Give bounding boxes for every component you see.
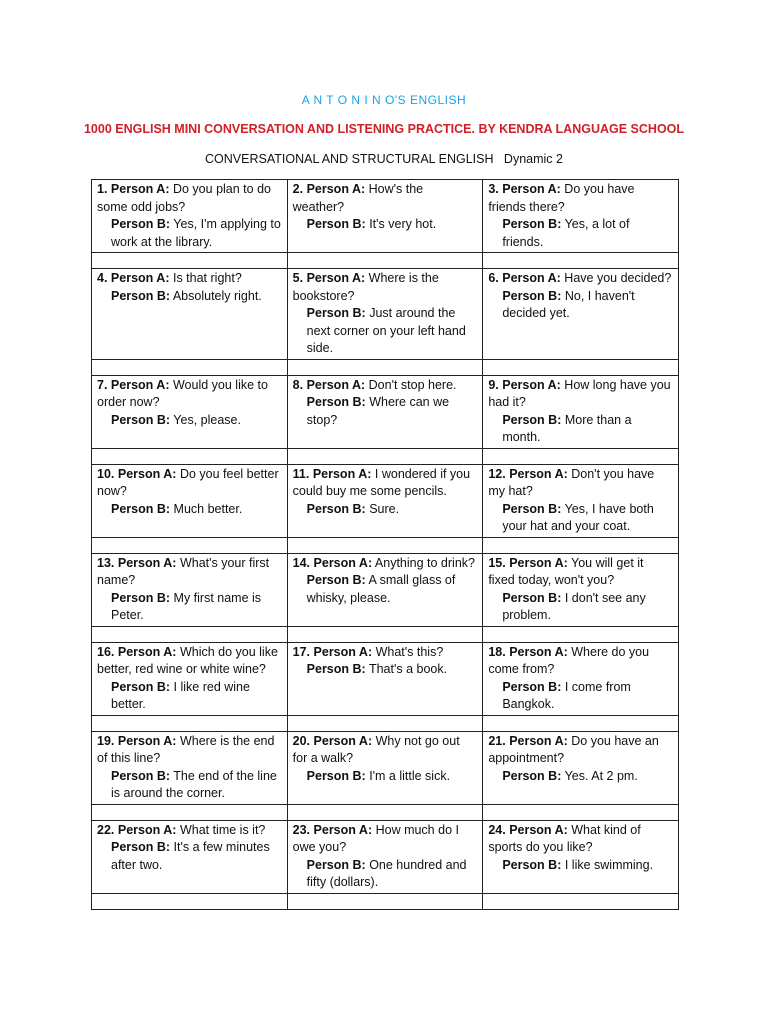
person-b-line xyxy=(488,288,673,323)
dialog-cell xyxy=(483,269,679,360)
dialog-cell xyxy=(483,731,679,804)
person-a-line xyxy=(293,181,478,216)
speaker-a-label: Person A: xyxy=(312,466,372,481)
empty-cell xyxy=(92,537,288,553)
person-b-text: Where can we stop? xyxy=(306,395,450,427)
person-b-line xyxy=(293,857,478,892)
spacer-row xyxy=(92,804,679,820)
person-a-line xyxy=(488,644,673,679)
dialog-number: 9. xyxy=(488,377,499,392)
person-a-text: How much do I owe you? xyxy=(292,822,459,854)
dialog-cell xyxy=(287,375,483,448)
person-a-line xyxy=(97,733,282,768)
dialog-cell xyxy=(483,375,679,448)
dialog-number: 19. xyxy=(97,733,115,748)
person-b-text: No, I haven't decided yet. xyxy=(502,288,635,320)
person-b-text: I come from Bangkok. xyxy=(502,679,631,711)
person-b-line xyxy=(293,768,478,786)
empty-cell xyxy=(483,359,679,375)
speaker-a-label: Person A: xyxy=(313,644,373,659)
empty-cell xyxy=(483,537,679,553)
dialog-number: 16. xyxy=(97,644,115,659)
speaker-a-label: Person A: xyxy=(313,555,373,570)
speaker-a-label: Person A: xyxy=(110,377,170,392)
person-b-line xyxy=(293,501,478,519)
dialog-number: 21. xyxy=(488,733,506,748)
person-b-text: More than a month. xyxy=(502,412,632,444)
person-a-text: I wondered if you could buy me some pencils. xyxy=(292,466,471,498)
person-a-line xyxy=(97,270,282,288)
spacer-row xyxy=(92,715,679,731)
speaker-b-label: Person B: xyxy=(306,306,366,320)
speaker-b-label: Person B: xyxy=(111,412,171,427)
person-b-line xyxy=(97,412,282,430)
speaker-b-label: Person B: xyxy=(111,217,171,231)
person-a-line xyxy=(293,270,478,305)
person-a-text: You will get it fixed today, won't you? xyxy=(488,555,644,587)
dialog-cell xyxy=(92,269,288,360)
dialog-number: 18. xyxy=(488,644,506,659)
person-b-text: Yes, please. xyxy=(173,412,241,427)
dialog-row xyxy=(92,731,679,804)
person-b-text: I'm a little sick. xyxy=(369,768,451,783)
dialog-row xyxy=(92,820,679,893)
dialog-number: 20. xyxy=(292,733,311,748)
speaker-a-label: Person A: xyxy=(509,733,568,748)
empty-cell xyxy=(483,626,679,642)
dialog-cell xyxy=(287,642,483,715)
person-b-line xyxy=(488,590,673,625)
person-a-line xyxy=(293,644,478,662)
empty-cell xyxy=(287,448,483,464)
person-a-text: Have you decided? xyxy=(564,271,672,285)
person-a-line xyxy=(293,822,478,857)
person-a-line xyxy=(488,466,673,501)
dialog-row xyxy=(92,375,679,448)
dialog-number: 1. xyxy=(97,182,108,196)
person-a-line xyxy=(488,822,673,857)
dialog-number: 14. xyxy=(292,555,311,570)
person-b-text: That's a book. xyxy=(368,662,448,676)
person-a-line xyxy=(293,733,478,768)
person-a-text: Is that right? xyxy=(172,271,242,285)
person-b-text: Just around the next corner on your left hand side. xyxy=(306,306,466,355)
speaker-b-label: Person B: xyxy=(502,412,562,427)
speaker-a-label: Person A: xyxy=(509,644,568,659)
dialog-row xyxy=(92,180,679,253)
empty-cell xyxy=(92,893,288,909)
person-a-text: What's your first name? xyxy=(97,555,270,587)
person-a-line xyxy=(488,181,673,216)
speaker-b-label: Person B: xyxy=(111,501,171,516)
empty-cell xyxy=(92,448,288,464)
person-a-text: Would you like to order now? xyxy=(97,377,268,409)
dialog-number: 5. xyxy=(292,271,304,285)
spacer-row xyxy=(92,253,679,269)
dialog-cell xyxy=(287,464,483,537)
empty-cell xyxy=(483,448,679,464)
empty-cell xyxy=(287,893,483,909)
person-b-text: I don't see any problem. xyxy=(502,590,646,622)
person-b-text: The end of the line is around the corner. xyxy=(111,768,277,800)
dialog-number: 17. xyxy=(292,644,311,659)
empty-cell xyxy=(483,253,679,269)
person-a-line xyxy=(293,466,478,501)
person-b-text: Yes, a lot of friends. xyxy=(502,217,630,249)
dialog-cell xyxy=(483,642,679,715)
speaker-b-label: Person B: xyxy=(502,679,562,694)
speaker-a-label: Person A: xyxy=(110,182,170,196)
person-a-line xyxy=(97,822,282,840)
dialog-number: 3. xyxy=(488,182,499,196)
dialog-cell xyxy=(483,464,679,537)
empty-cell xyxy=(483,715,679,731)
dialog-number: 2. xyxy=(292,182,304,196)
person-a-line xyxy=(97,466,282,501)
empty-cell xyxy=(287,715,483,731)
person-b-text: Yes. At 2 pm. xyxy=(564,768,638,783)
empty-cell xyxy=(92,804,288,820)
dialog-number: 8. xyxy=(292,377,304,392)
person-a-text: Anything to drink? xyxy=(374,555,475,570)
dialog-cell xyxy=(287,180,483,253)
dialog-number: 10. xyxy=(97,466,115,481)
speaker-b-label: Person B: xyxy=(306,217,366,231)
person-a-line xyxy=(488,377,673,412)
dialog-cell xyxy=(483,553,679,626)
person-b-text: I like red wine better. xyxy=(111,679,250,711)
person-b-text: I like swimming. xyxy=(564,857,654,872)
person-b-line xyxy=(97,590,282,625)
person-b-line xyxy=(488,768,673,786)
speaker-b-label: Person B: xyxy=(502,768,562,783)
dialog-cell xyxy=(92,731,288,804)
person-b-line xyxy=(293,394,478,429)
speaker-a-label: Person A: xyxy=(117,466,177,481)
person-b-text: Much better. xyxy=(173,501,243,516)
empty-cell xyxy=(287,359,483,375)
person-b-text: Yes, I'm applying to work at the library. xyxy=(111,217,281,249)
person-a-text: Do you plan to do some odd jobs? xyxy=(97,182,271,214)
person-b-line xyxy=(97,501,282,519)
empty-cell xyxy=(92,626,288,642)
speaker-a-label: Person A: xyxy=(306,377,366,392)
speaker-a-label: Person A: xyxy=(502,182,561,196)
speaker-b-label: Person B: xyxy=(111,590,171,605)
speaker-b-label: Person B: xyxy=(111,768,171,783)
dialog-number: 23. xyxy=(292,822,311,837)
brand-title: A N T O N I N O'S ENGLISH xyxy=(301,93,467,107)
person-b-line xyxy=(293,572,478,607)
person-a-text: What kind of sports do you like? xyxy=(488,822,641,854)
empty-cell xyxy=(483,893,679,909)
person-a-line xyxy=(97,377,282,412)
person-b-line xyxy=(488,216,673,251)
dialog-number: 15. xyxy=(488,555,506,570)
person-a-text: How's the weather? xyxy=(292,182,424,214)
empty-cell xyxy=(287,537,483,553)
person-b-text: Absolutely right. xyxy=(172,288,262,303)
speaker-b-label: Person B: xyxy=(111,288,171,303)
speaker-a-label: Person A: xyxy=(117,733,177,748)
person-b-line xyxy=(488,679,673,714)
speaker-b-label: Person B: xyxy=(502,217,562,231)
dialog-cell xyxy=(483,820,679,893)
person-b-line xyxy=(97,839,282,874)
person-a-line xyxy=(97,555,282,590)
dialog-cell xyxy=(92,642,288,715)
speaker-b-label: Person B: xyxy=(306,662,366,676)
speaker-a-label: Person A: xyxy=(306,271,366,285)
speaker-a-label: Person A: xyxy=(313,822,373,837)
person-b-text: My first name is Peter. xyxy=(111,590,262,622)
spacer-row xyxy=(92,448,679,464)
person-b-text: Yes, I have both your hat and your coat. xyxy=(502,501,654,533)
person-b-text: Sure. xyxy=(369,501,400,516)
empty-cell xyxy=(92,359,288,375)
dialog-cell xyxy=(92,553,288,626)
dialog-cell xyxy=(92,180,288,253)
speaker-b-label: Person B: xyxy=(502,288,562,303)
person-b-line xyxy=(293,661,478,679)
person-a-text: Do you have an appointment? xyxy=(488,733,659,765)
person-a-text: Which do you like better, red wine or white wine? xyxy=(97,644,278,676)
person-b-line xyxy=(97,216,282,251)
dialog-row xyxy=(92,553,679,626)
speaker-b-label: Person B: xyxy=(306,768,366,783)
speaker-b-label: Person B: xyxy=(502,590,562,605)
person-b-line xyxy=(488,857,673,875)
person-a-text: Don't you have my hat? xyxy=(488,466,655,498)
person-a-line xyxy=(488,270,673,288)
speaker-a-label: Person A: xyxy=(502,271,561,285)
person-a-text: Do you have friends there? xyxy=(488,182,635,214)
empty-cell xyxy=(92,253,288,269)
speaker-a-label: Person A: xyxy=(509,822,568,837)
dialog-row xyxy=(92,642,679,715)
person-b-line xyxy=(97,679,282,714)
person-a-line xyxy=(488,733,673,768)
spacer-row xyxy=(92,359,679,375)
dialog-cell xyxy=(287,820,483,893)
person-a-line xyxy=(97,644,282,679)
person-a-text: How long have you had it? xyxy=(488,377,671,409)
section-heading: CONVERSATIONAL AND STRUCTURAL ENGLISH Dynamic 2 xyxy=(205,152,563,166)
person-b-line xyxy=(97,288,282,306)
person-a-text: Do you feel better now? xyxy=(97,466,279,498)
dialog-cell xyxy=(92,464,288,537)
person-a-text: Don't stop here. xyxy=(368,377,457,392)
speaker-a-label: Person A: xyxy=(509,555,568,570)
person-a-text: Where is the end of this line? xyxy=(97,733,275,765)
empty-cell xyxy=(92,715,288,731)
dialog-number: 6. xyxy=(488,271,499,285)
dialog-number: 7. xyxy=(97,377,108,392)
speaker-b-label: Person B: xyxy=(502,501,562,516)
speaker-a-label: Person A: xyxy=(306,182,366,196)
speaker-a-label: Person A: xyxy=(502,377,561,392)
person-b-line xyxy=(293,305,478,358)
speaker-b-label: Person B: xyxy=(502,857,562,872)
dialog-cell xyxy=(483,180,679,253)
person-b-text: It's a few minutes after two. xyxy=(111,840,270,872)
empty-cell xyxy=(483,804,679,820)
dialog-row xyxy=(92,464,679,537)
dialog-cell xyxy=(287,269,483,360)
document-subtitle: 1000 ENGLISH MINI CONVERSATION AND LISTENING PRACTICE. BY KENDRA LANGUAGE SCHOOL xyxy=(83,122,685,136)
person-a-text: Where is the bookstore? xyxy=(292,271,439,303)
speaker-b-label: Person B: xyxy=(306,857,366,872)
dialog-number: 4. xyxy=(97,271,108,285)
person-b-line xyxy=(488,412,673,447)
empty-cell xyxy=(287,626,483,642)
dialog-cell xyxy=(92,820,288,893)
person-a-line xyxy=(293,377,478,395)
speaker-a-label: Person A: xyxy=(117,822,177,837)
person-b-line xyxy=(293,216,478,234)
dialog-number: 12. xyxy=(488,466,506,481)
speaker-a-label: Person A: xyxy=(117,644,177,659)
conversation-table xyxy=(91,179,679,910)
dialog-cell xyxy=(287,553,483,626)
dialog-cell xyxy=(92,375,288,448)
speaker-a-label: Person A: xyxy=(117,555,177,570)
speaker-b-label: Person B: xyxy=(111,840,171,854)
empty-cell xyxy=(287,804,483,820)
speaker-a-label: Person A: xyxy=(509,466,568,481)
person-b-text: It's very hot. xyxy=(369,217,437,231)
spacer-row xyxy=(92,537,679,553)
speaker-a-label: Person A: xyxy=(110,271,170,285)
spacer-row xyxy=(92,893,679,909)
person-a-text: Why not go out for a walk? xyxy=(292,733,460,765)
person-a-text: Where do you come from? xyxy=(488,644,650,676)
dialog-number: 13. xyxy=(97,555,115,570)
dialog-number: 24. xyxy=(488,822,506,837)
speaker-b-label: Person B: xyxy=(306,573,366,587)
speaker-a-label: Person A: xyxy=(313,733,373,748)
person-a-line xyxy=(97,181,282,216)
speaker-b-label: Person B: xyxy=(111,679,171,694)
dialog-number: 11. xyxy=(292,466,310,481)
person-a-line xyxy=(488,555,673,590)
person-b-text: One hundred and fifty (dollars). xyxy=(306,857,467,889)
person-a-text: What time is it? xyxy=(179,822,266,837)
spacer-row xyxy=(92,626,679,642)
dialog-number: 22. xyxy=(97,822,115,837)
person-a-line xyxy=(293,555,478,573)
speaker-b-label: Person B: xyxy=(306,395,366,409)
person-b-text: A small glass of whisky, please. xyxy=(306,573,456,605)
person-b-line xyxy=(488,501,673,536)
dialog-row xyxy=(92,269,679,360)
person-b-line xyxy=(97,768,282,803)
speaker-b-label: Person B: xyxy=(306,501,366,516)
dialog-cell xyxy=(287,731,483,804)
person-a-text: What's this? xyxy=(375,644,444,659)
empty-cell xyxy=(287,253,483,269)
